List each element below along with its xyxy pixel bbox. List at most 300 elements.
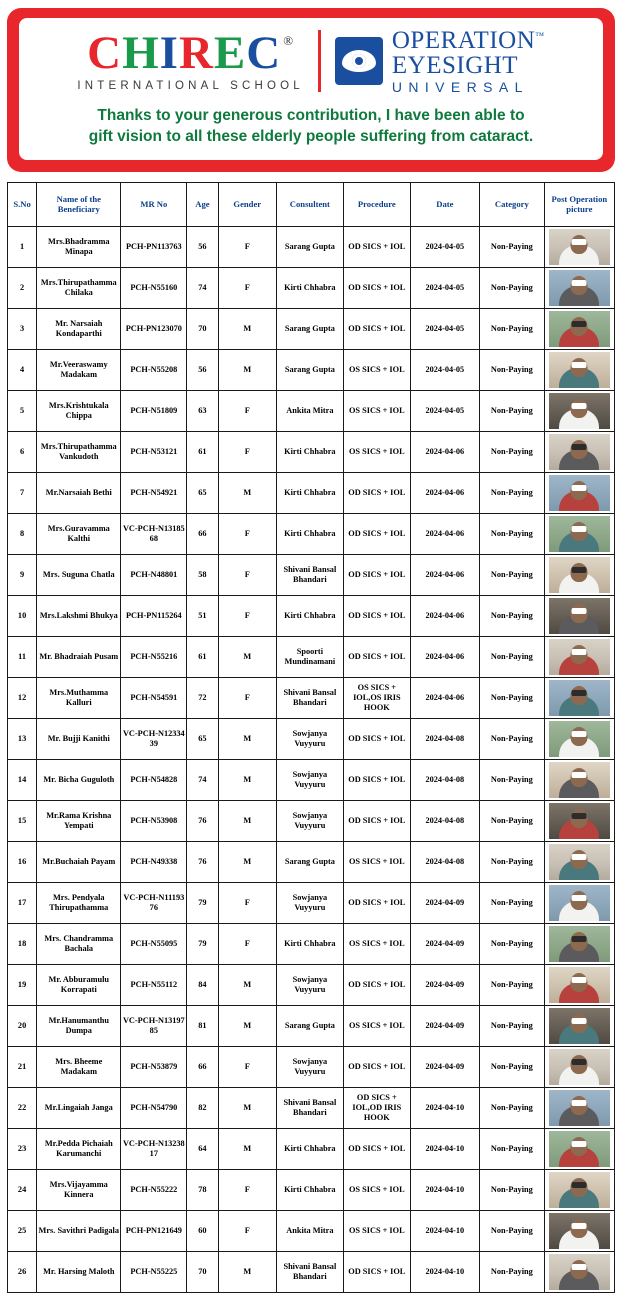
registered-mark-icon: ®: [283, 33, 295, 48]
oe-line-2: EYESIGHT: [391, 52, 519, 79]
table-row: [8, 267, 615, 308]
cell-name: Mr. Narsaiah Kondaparthi: [37, 308, 121, 349]
cell-age: 70: [187, 1251, 218, 1292]
cell-name: Mr.Narsaiah Bethi: [37, 472, 121, 513]
cell-post-operation-photo: [544, 1251, 614, 1292]
cell-gender: M: [218, 718, 276, 759]
cell-consultant: Sarang Gupta: [276, 349, 343, 390]
cell-name: Mr.Buchaiah Payam: [37, 841, 121, 882]
cell-consultant: Sowjanya Vuyyuru: [276, 759, 343, 800]
cell-age: 74: [187, 267, 218, 308]
cell-category: Non-Paying: [479, 431, 544, 472]
cell-mr-no: PCH-N55222: [121, 1169, 187, 1210]
cell-mr-no: VC-PCH-N1318568: [121, 513, 187, 554]
table-row: [8, 923, 615, 964]
post-op-photo-6: [549, 434, 610, 470]
table-body: [8, 226, 615, 1292]
post-op-photo-4: [549, 352, 610, 388]
cell-name: Mrs.Thirupathamma Chilaka: [37, 267, 121, 308]
cell-consultant: Ankita Mitra: [276, 390, 343, 431]
cell-sno: 12: [8, 677, 37, 718]
cell-sno: 17: [8, 882, 37, 923]
oe-line-1: [392, 28, 545, 53]
cell-gender: F: [218, 390, 276, 431]
cell-procedure: OS SICS + IOL: [343, 841, 410, 882]
cell-sno: 4: [8, 349, 37, 390]
cell-age: 56: [187, 349, 218, 390]
cell-mr-no: PCH-N51809: [121, 390, 187, 431]
header-banner-inner: [19, 18, 603, 160]
cell-gender: F: [218, 1169, 276, 1210]
tagline-line-1: Thanks to your generous contribution, I have been able to: [97, 107, 525, 124]
cell-post-operation-photo: [544, 349, 614, 390]
cell-mr-no: PCH-N53908: [121, 800, 187, 841]
cell-mr-no: PCH-N53121: [121, 431, 187, 472]
cell-consultant: Kirti Chhabra: [276, 267, 343, 308]
cell-date: 2024-04-06: [410, 636, 479, 677]
post-op-photo-20: [549, 1008, 610, 1044]
tagline-line-2: gift vision to all these elderly people suffering from cataract.: [88, 127, 534, 145]
cell-name: Mrs. Suguna Chatla: [37, 554, 121, 595]
cell-post-operation-photo: [544, 513, 614, 554]
cell-post-operation-photo: [544, 718, 614, 759]
cell-gender: M: [218, 1128, 276, 1169]
cell-mr-no: VC-PCH-N1119376: [121, 882, 187, 923]
table-row: [8, 841, 615, 882]
post-op-photo-2: [549, 270, 610, 306]
table-row: [8, 636, 615, 677]
cell-sno: 23: [8, 1128, 37, 1169]
cell-procedure: OD SICS + IOL: [343, 226, 410, 267]
cell-gender: F: [218, 431, 276, 472]
cell-age: 60: [187, 1210, 218, 1251]
cell-post-operation-photo: [544, 308, 614, 349]
cell-mr-no: VC-PCH-N1323817: [121, 1128, 187, 1169]
cell-mr-no: PCH-PN123070: [121, 308, 187, 349]
cell-date: 2024-04-06: [410, 431, 479, 472]
cell-category: Non-Paying: [479, 1251, 544, 1292]
cell-age: 72: [187, 677, 218, 718]
cell-post-operation-photo: [544, 1169, 614, 1210]
cell-procedure: OD SICS + IOL: [343, 308, 410, 349]
cell-procedure: OS SICS + IOL: [343, 431, 410, 472]
cell-date: 2024-04-08: [410, 800, 479, 841]
cell-post-operation-photo: [544, 800, 614, 841]
cell-mr-no: PCH-N55208: [121, 349, 187, 390]
cell-name: Mr. Bicha Guguloth: [37, 759, 121, 800]
cell-post-operation-photo: [544, 472, 614, 513]
cell-category: Non-Paying: [479, 1046, 544, 1087]
logo-divider: [318, 30, 321, 92]
cell-age: 74: [187, 759, 218, 800]
table-row: [8, 1046, 615, 1087]
cell-category: Non-Paying: [479, 308, 544, 349]
cell-post-operation-photo: [544, 1005, 614, 1046]
cell-category: Non-Paying: [479, 349, 544, 390]
cell-category: Non-Paying: [479, 390, 544, 431]
table-row: [8, 390, 615, 431]
cell-category: Non-Paying: [479, 964, 544, 1005]
table-header: [8, 182, 615, 226]
post-op-photo-10: [549, 598, 610, 634]
cell-age: 51: [187, 595, 218, 636]
column-header-photo: Post Operation picture: [544, 182, 614, 226]
cell-name: Mrs. Savithri Padigala: [37, 1210, 121, 1251]
cell-age: 70: [187, 308, 218, 349]
beneficiaries-table: [7, 182, 615, 1293]
cell-category: Non-Paying: [479, 1087, 544, 1128]
column-header-age: Age: [187, 182, 218, 226]
cell-post-operation-photo: [544, 595, 614, 636]
column-header-procedure: Procedure: [343, 182, 410, 226]
cell-category: Non-Paying: [479, 923, 544, 964]
cell-mr-no: PCH-N54828: [121, 759, 187, 800]
cell-procedure: OD SICS + IOL: [343, 718, 410, 759]
trademark-icon: ™: [535, 30, 545, 41]
cell-name: Mr. Harsing Maloth: [37, 1251, 121, 1292]
chirec-letter-c2: C: [246, 27, 282, 79]
cell-consultant: Sowjanya Vuyyuru: [276, 882, 343, 923]
cell-name: Mr.Hanumanthu Dumpa: [37, 1005, 121, 1046]
table-row: [8, 1169, 615, 1210]
cell-sno: 8: [8, 513, 37, 554]
cell-procedure: OS SICS + IOL: [343, 349, 410, 390]
cell-gender: M: [218, 1251, 276, 1292]
cell-mr-no: PCH-PN115264: [121, 595, 187, 636]
cell-procedure: OD SICS + IOL: [343, 636, 410, 677]
cell-post-operation-photo: [544, 759, 614, 800]
cell-date: 2024-04-05: [410, 390, 479, 431]
cell-mr-no: PCH-N53879: [121, 1046, 187, 1087]
cell-gender: F: [218, 226, 276, 267]
post-op-photo-11: [549, 639, 610, 675]
cell-age: 76: [187, 841, 218, 882]
table-row: [8, 1210, 615, 1251]
cell-name: Mrs.Vijayamma Kinnera: [37, 1169, 121, 1210]
cell-procedure: OS SICS + IOL,OS IRIS HOOK: [343, 677, 410, 718]
cell-consultant: Sowjanya Vuyyuru: [276, 1046, 343, 1087]
operation-eyesight-text: [392, 28, 545, 94]
chirec-wordmark: [87, 27, 295, 79]
cell-post-operation-photo: [544, 1210, 614, 1251]
eye-icon: [335, 37, 383, 85]
cell-gender: M: [218, 636, 276, 677]
cell-age: 56: [187, 226, 218, 267]
column-header-sno: S.No: [8, 182, 37, 226]
cell-date: 2024-04-08: [410, 841, 479, 882]
cell-post-operation-photo: [544, 390, 614, 431]
cell-consultant: Kirti Chhabra: [276, 431, 343, 472]
cell-name: Mrs. Pendyala Thirupathamma: [37, 882, 121, 923]
cell-sno: 13: [8, 718, 37, 759]
cell-procedure: OD SICS + IOL: [343, 267, 410, 308]
cell-age: 84: [187, 964, 218, 1005]
post-op-photo-17: [549, 885, 610, 921]
cell-gender: F: [218, 267, 276, 308]
cell-consultant: Kirti Chhabra: [276, 1128, 343, 1169]
cell-date: 2024-04-06: [410, 677, 479, 718]
cell-age: 65: [187, 718, 218, 759]
cell-post-operation-photo: [544, 1046, 614, 1087]
cell-date: 2024-04-10: [410, 1210, 479, 1251]
cell-gender: F: [218, 677, 276, 718]
cell-sno: 21: [8, 1046, 37, 1087]
cell-category: Non-Paying: [479, 1210, 544, 1251]
cell-procedure: OS SICS + IOL: [343, 923, 410, 964]
cell-post-operation-photo: [544, 267, 614, 308]
cell-consultant: Sarang Gupta: [276, 226, 343, 267]
column-header-gender: Gender: [218, 182, 276, 226]
cell-sno: 11: [8, 636, 37, 677]
cell-consultant: Shivani Bansal Bhandari: [276, 1087, 343, 1128]
table-row: [8, 718, 615, 759]
operation-eyesight-logo: [335, 28, 545, 94]
cell-procedure: OD SICS + IOL: [343, 1128, 410, 1169]
cell-gender: F: [218, 554, 276, 595]
cell-sno: 9: [8, 554, 37, 595]
post-op-photo-13: [549, 721, 610, 757]
cell-age: 76: [187, 800, 218, 841]
cell-post-operation-photo: [544, 554, 614, 595]
cell-date: 2024-04-10: [410, 1087, 479, 1128]
table-row: [8, 677, 615, 718]
post-op-photo-12: [549, 680, 610, 716]
chirec-letter-e: E: [213, 27, 247, 79]
chirec-letter-r: R: [178, 27, 214, 79]
cell-procedure: OD SICS + IOL,OD IRIS HOOK: [343, 1087, 410, 1128]
table-header-row: [8, 182, 615, 226]
cell-mr-no: PCH-N55095: [121, 923, 187, 964]
cell-gender: M: [218, 1005, 276, 1046]
cell-category: Non-Paying: [479, 677, 544, 718]
table-row: [8, 308, 615, 349]
column-header-consultant: Consultent: [276, 182, 343, 226]
cell-name: Mrs.Bhadramma Minapa: [37, 226, 121, 267]
cell-sno: 24: [8, 1169, 37, 1210]
post-op-photo-9: [549, 557, 610, 593]
cell-category: Non-Paying: [479, 636, 544, 677]
table-row: [8, 349, 615, 390]
cell-age: 61: [187, 431, 218, 472]
cell-post-operation-photo: [544, 882, 614, 923]
cell-sno: 10: [8, 595, 37, 636]
post-op-photo-18: [549, 926, 610, 962]
cell-gender: M: [218, 472, 276, 513]
post-op-photo-25: [549, 1213, 610, 1249]
cell-consultant: Kirti Chhabra: [276, 472, 343, 513]
cell-name: Mr.Pedda Pichaiah Karumanchi: [37, 1128, 121, 1169]
cell-category: Non-Paying: [479, 882, 544, 923]
logo-row: [29, 26, 593, 100]
cell-name: Mr.Lingaiah Janga: [37, 1087, 121, 1128]
table-row: [8, 554, 615, 595]
cell-procedure: OD SICS + IOL: [343, 554, 410, 595]
oe-line-3: UNIVERSAL: [391, 79, 529, 95]
tagline: [29, 100, 593, 150]
cell-consultant: Shivani Bansal Bhandari: [276, 1251, 343, 1292]
cell-category: Non-Paying: [479, 800, 544, 841]
cell-age: 78: [187, 1169, 218, 1210]
cell-mr-no: PCH-N54591: [121, 677, 187, 718]
cell-name: Mr.Rama Krishna Yempati: [37, 800, 121, 841]
cell-procedure: OS SICS + IOL: [343, 1210, 410, 1251]
cell-mr-no: VC-PCH-N1319785: [121, 1005, 187, 1046]
cell-sno: 22: [8, 1087, 37, 1128]
cell-consultant: Sowjanya Vuyyuru: [276, 800, 343, 841]
table-row: [8, 1251, 615, 1292]
cell-consultant: Sowjanya Vuyyuru: [276, 964, 343, 1005]
post-op-photo-21: [549, 1049, 610, 1085]
cell-age: 79: [187, 882, 218, 923]
cell-post-operation-photo: [544, 677, 614, 718]
cell-age: 61: [187, 636, 218, 677]
cell-sno: 26: [8, 1251, 37, 1292]
post-op-photo-1: [549, 229, 610, 265]
cell-consultant: Shivani Bansal Bhandari: [276, 554, 343, 595]
cell-category: Non-Paying: [479, 841, 544, 882]
cell-gender: F: [218, 923, 276, 964]
column-header-name: Name of the Beneficiary: [37, 182, 121, 226]
cell-post-operation-photo: [544, 923, 614, 964]
post-op-photo-16: [549, 844, 610, 880]
cell-date: 2024-04-09: [410, 1046, 479, 1087]
cell-date: 2024-04-06: [410, 595, 479, 636]
cell-consultant: Kirti Chhabra: [276, 595, 343, 636]
cell-gender: M: [218, 308, 276, 349]
chirec-letter-i: I: [159, 27, 179, 79]
cell-procedure: OS SICS + IOL: [343, 1169, 410, 1210]
table-row: [8, 513, 615, 554]
cell-sno: 20: [8, 1005, 37, 1046]
cell-sno: 16: [8, 841, 37, 882]
cell-consultant: Spoorti Mundinamani: [276, 636, 343, 677]
cell-post-operation-photo: [544, 1087, 614, 1128]
cell-procedure: OD SICS + IOL: [343, 1046, 410, 1087]
cell-mr-no: PCH-N55216: [121, 636, 187, 677]
cell-date: 2024-04-06: [410, 554, 479, 595]
cell-procedure: OD SICS + IOL: [343, 964, 410, 1005]
cell-sno: 1: [8, 226, 37, 267]
cell-name: Mrs. Chandramma Bachala: [37, 923, 121, 964]
cell-sno: 19: [8, 964, 37, 1005]
cell-date: 2024-04-08: [410, 759, 479, 800]
cell-name: Mrs.Thirupathamma Vankudoth: [37, 431, 121, 472]
cell-gender: F: [218, 882, 276, 923]
cell-category: Non-Paying: [479, 554, 544, 595]
cell-sno: 7: [8, 472, 37, 513]
cell-name: Mrs.Lakshmi Bhukya: [37, 595, 121, 636]
table-row: [8, 882, 615, 923]
cell-sno: 3: [8, 308, 37, 349]
cell-consultant: Sarang Gupta: [276, 841, 343, 882]
chirec-letter-c1: C: [87, 27, 123, 79]
cell-consultant: Sowjanya Vuyyuru: [276, 718, 343, 759]
post-op-photo-15: [549, 803, 610, 839]
cell-name: Mr.Veeraswamy Madakam: [37, 349, 121, 390]
cell-name: Mrs.Krishtukala Chippa: [37, 390, 121, 431]
table-row: [8, 431, 615, 472]
post-op-photo-26: [549, 1254, 610, 1290]
cell-age: 65: [187, 472, 218, 513]
cell-mr-no: PCH-N54921: [121, 472, 187, 513]
column-header-mr-no: MR No: [121, 182, 187, 226]
cell-gender: F: [218, 595, 276, 636]
cell-name: Mr. Bujji Kanithi: [37, 718, 121, 759]
post-op-photo-23: [549, 1131, 610, 1167]
cell-mr-no: PCH-N55160: [121, 267, 187, 308]
cell-date: 2024-04-05: [410, 308, 479, 349]
cell-mr-no: PCH-N49338: [121, 841, 187, 882]
cell-procedure: OD SICS + IOL: [343, 800, 410, 841]
table-row: [8, 1005, 615, 1046]
chirec-letter-h: H: [122, 27, 160, 79]
cell-category: Non-Paying: [479, 513, 544, 554]
post-op-photo-8: [549, 516, 610, 552]
cell-gender: M: [218, 759, 276, 800]
cell-mr-no: VC-PCH-N1233439: [121, 718, 187, 759]
cell-date: 2024-04-09: [410, 882, 479, 923]
oe-line-1-text: OPERATION: [391, 27, 536, 54]
cell-name: Mrs. Bheeme Madakam: [37, 1046, 121, 1087]
cell-sno: 14: [8, 759, 37, 800]
table-row: [8, 800, 615, 841]
cell-procedure: OS SICS + IOL: [343, 1005, 410, 1046]
table-row: [8, 595, 615, 636]
cell-category: Non-Paying: [479, 718, 544, 759]
cell-mr-no: PCH-N54790: [121, 1087, 187, 1128]
cell-age: 66: [187, 513, 218, 554]
cell-date: 2024-04-09: [410, 1005, 479, 1046]
cell-consultant: Kirti Chhabra: [276, 513, 343, 554]
post-op-photo-7: [549, 475, 610, 511]
cell-mr-no: PCH-PN121649: [121, 1210, 187, 1251]
cell-category: Non-Paying: [479, 1005, 544, 1046]
post-op-photo-5: [549, 393, 610, 429]
cell-procedure: OD SICS + IOL: [343, 1251, 410, 1292]
cell-gender: M: [218, 800, 276, 841]
cell-mr-no: PCH-PN113763: [121, 226, 187, 267]
cell-gender: M: [218, 841, 276, 882]
cell-post-operation-photo: [544, 636, 614, 677]
post-op-photo-22: [549, 1090, 610, 1126]
cell-sno: 2: [8, 267, 37, 308]
cell-category: Non-Paying: [479, 267, 544, 308]
cell-consultant: Shivani Bansal Bhandari: [276, 677, 343, 718]
cell-consultant: Sarang Gupta: [276, 1005, 343, 1046]
cell-category: Non-Paying: [479, 1128, 544, 1169]
cell-age: 58: [187, 554, 218, 595]
cell-age: 81: [187, 1005, 218, 1046]
post-op-photo-24: [549, 1172, 610, 1208]
chirec-subtitle: INTERNATIONAL SCHOOL: [77, 80, 304, 92]
cell-consultant: Kirti Chhabra: [276, 923, 343, 964]
cell-date: 2024-04-09: [410, 964, 479, 1005]
cell-gender: F: [218, 513, 276, 554]
cell-date: 2024-04-05: [410, 226, 479, 267]
cell-date: 2024-04-06: [410, 472, 479, 513]
cell-gender: M: [218, 964, 276, 1005]
cell-mr-no: PCH-N55225: [121, 1251, 187, 1292]
cell-procedure: OD SICS + IOL: [343, 513, 410, 554]
cell-consultant: Kirti Chhabra: [276, 1169, 343, 1210]
table-row: [8, 964, 615, 1005]
cell-date: 2024-04-08: [410, 718, 479, 759]
cell-date: 2024-04-10: [410, 1169, 479, 1210]
column-header-date: Date: [410, 182, 479, 226]
column-header-category: Category: [479, 182, 544, 226]
cell-procedure: OD SICS + IOL: [343, 759, 410, 800]
cell-date: 2024-04-06: [410, 513, 479, 554]
